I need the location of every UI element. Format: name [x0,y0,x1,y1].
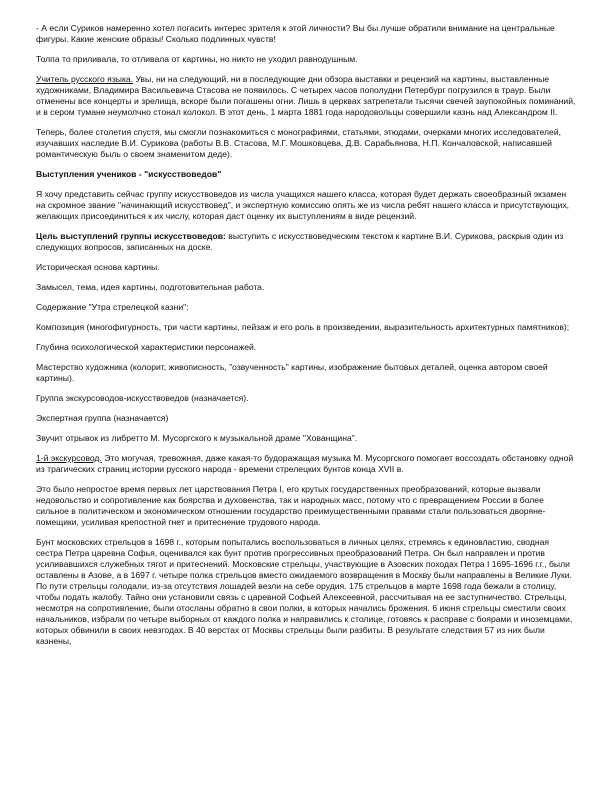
paragraph-6: Я хочу представить сейчас группу искусствоведов из числа учащихся нашего класса, которая будет держать своеобразный экзамен на скромное звание "начинающий искусствовед", и экспертную комиссию опять же из числа ребят нашего класса и присутствующих, желающих присоединиться к их числу, которая даст оценку их выступлениям в виде рецензий. [36,189,570,221]
paragraph-4: Теперь, более столетия спустя, мы смогли познакомиться с монографиями, статьями, этюдами, очерками многих исследователей, изучавших наследие В.И. Сурикова (работы В.В. Стасова, М.Г. Мошковцева, Д.В. Сарабьянова, Н.П. Кончаловской, написавшей романтическую быль о своем знаменитом деде). [36,127,562,159]
paragraph-guide-1-text: Это могучая, тревожная, даже какая-то будоражащая музыка М. Мусоргского помогает воссоздать обстановку одной из трагических страниц истории русского народа - времени стрелецких бунтов конца XVII в. [36,453,574,474]
goal-label: Цель выступлений группы искусствоведов: [36,231,226,241]
paragraph-guide-1 [36,453,578,475]
speaker-label: Учитель русского языка. [36,74,134,84]
guide-label: 1-й экскурсовод. [36,453,102,463]
paragraph-18: Это было непростое время первых лет царствования Петра I, его крутых государственных преобразований, которые вызвали недовольство и сопротивление как боярства и духовенства, так и народных масс, потому что с превращением России в более сильное в политическом и экономическом отношении государство преимущественными правами стали пользоваться дворяне-помещики, усиливая крепостной гнет и притеснение трудового народа. [36,484,546,527]
paragraph-3 [36,74,578,118]
paragraph-7 [36,231,578,253]
question-2: Замысел, тема, идея картины, подготовительная работа. [36,282,265,292]
question-4: Композиция (многофигурность, три части картины, пейзаж и его роль в произведении, выразительность архитектурных памятников); [36,322,570,332]
paragraph-2: Толпа то приливала, то отливала от картины, но никто не уходил равнодушным. [36,54,358,64]
paragraph-19: Бунт московских стрельцов в 1698 г., которым попытались воспользоваться в личных целях, стремясь к единовластию, сводная сестра Петра царевна Софья, оценивался как бунт против прогрессивных преобразований Петра. Он был направлен и против усиливавшихся служебных тягот и притеснений. Московские стрельцы, участвующие в Азовских походах Петра I 1695-1696 г.г., были оставлены в Азове, а в 1697 г. четыре полка стрельцов вместо ожидаемого возвращения в Москву были направлены в Великие Луки. По пути стрельцы голодали, из-за отсутствия лошадей везли на себе орудия. 175 стрельцов в марте 1698 года бежали в столицу, чтобы подать жалобу. Тайно они установили связь с царевной Софьей Алексеевной, рассчитывая на ее заступничество. Стрельцы, несмотря на сопротивление, были отосланы обратно в свои полки, в которых начались брожения. 6 июня стрельцы сместили своих начальников, избрали по четыре выборных от каждого полка и направились к столице, готовясь к расправе с боярами и иноземцами, которых обвинили в своих невзгодах. В 40 верстах от Москвы стрельцы были разбиты. В результате следствия 57 из них были казнены, [36,537,573,646]
group-guides: Группа экскурсоводов-искусствоведов (назначается). [36,393,249,403]
question-3: Содержание "Утра стрелецкой казни": [36,302,189,312]
paragraph-1: - А если Суриков намеренно хотел погасить интерес зрителя к этой личности? Вы бы лучше обратили внимание на центральные фигуры. Какие женские образы! Сколько подлинных чувств! [36,23,555,44]
question-1: Историческая основа картины. [36,262,160,272]
paragraph-7-text: выступить с искусствоведческим текстом к картине В.И. Сурикова, раскрыв один из следующих вопросов, записанных на доске. [36,231,564,252]
group-experts: Экспертная группа (назначается) [36,413,169,423]
section-heading: Выступления учеников - "искусствоведов" [36,169,222,179]
question-5: Глубина психологической характеристики персонажей. [36,342,257,352]
paragraph-3-text: Увы, ни на следующий, ни в последующие дни обзора выставки и рецензий на картины, выставленные художниками, Владимира Васильевича Стасова не появилось. С четырех часов пополудни Петербург погрузился в траур. Были отменены все концерты и зрелища, вскоре были погашены огни. Лишь в церквах затрепетали тысячи свечей заупокойных поминаний, и в сером тумане неумолчно стонал колокол. В этот день, 1 марта 1881 года народовольцы совершили казнь над Александром II. [36,74,576,117]
paragraph-music: Звучит отрывок из либретто М. Мусоргского к музыкальной драме "Хованщина". [36,433,358,443]
question-6: Мастерство художника (колорит, живописность, "озвученность" картины, изображение бытовых деталей, оценка автором своей картины). [36,362,548,383]
